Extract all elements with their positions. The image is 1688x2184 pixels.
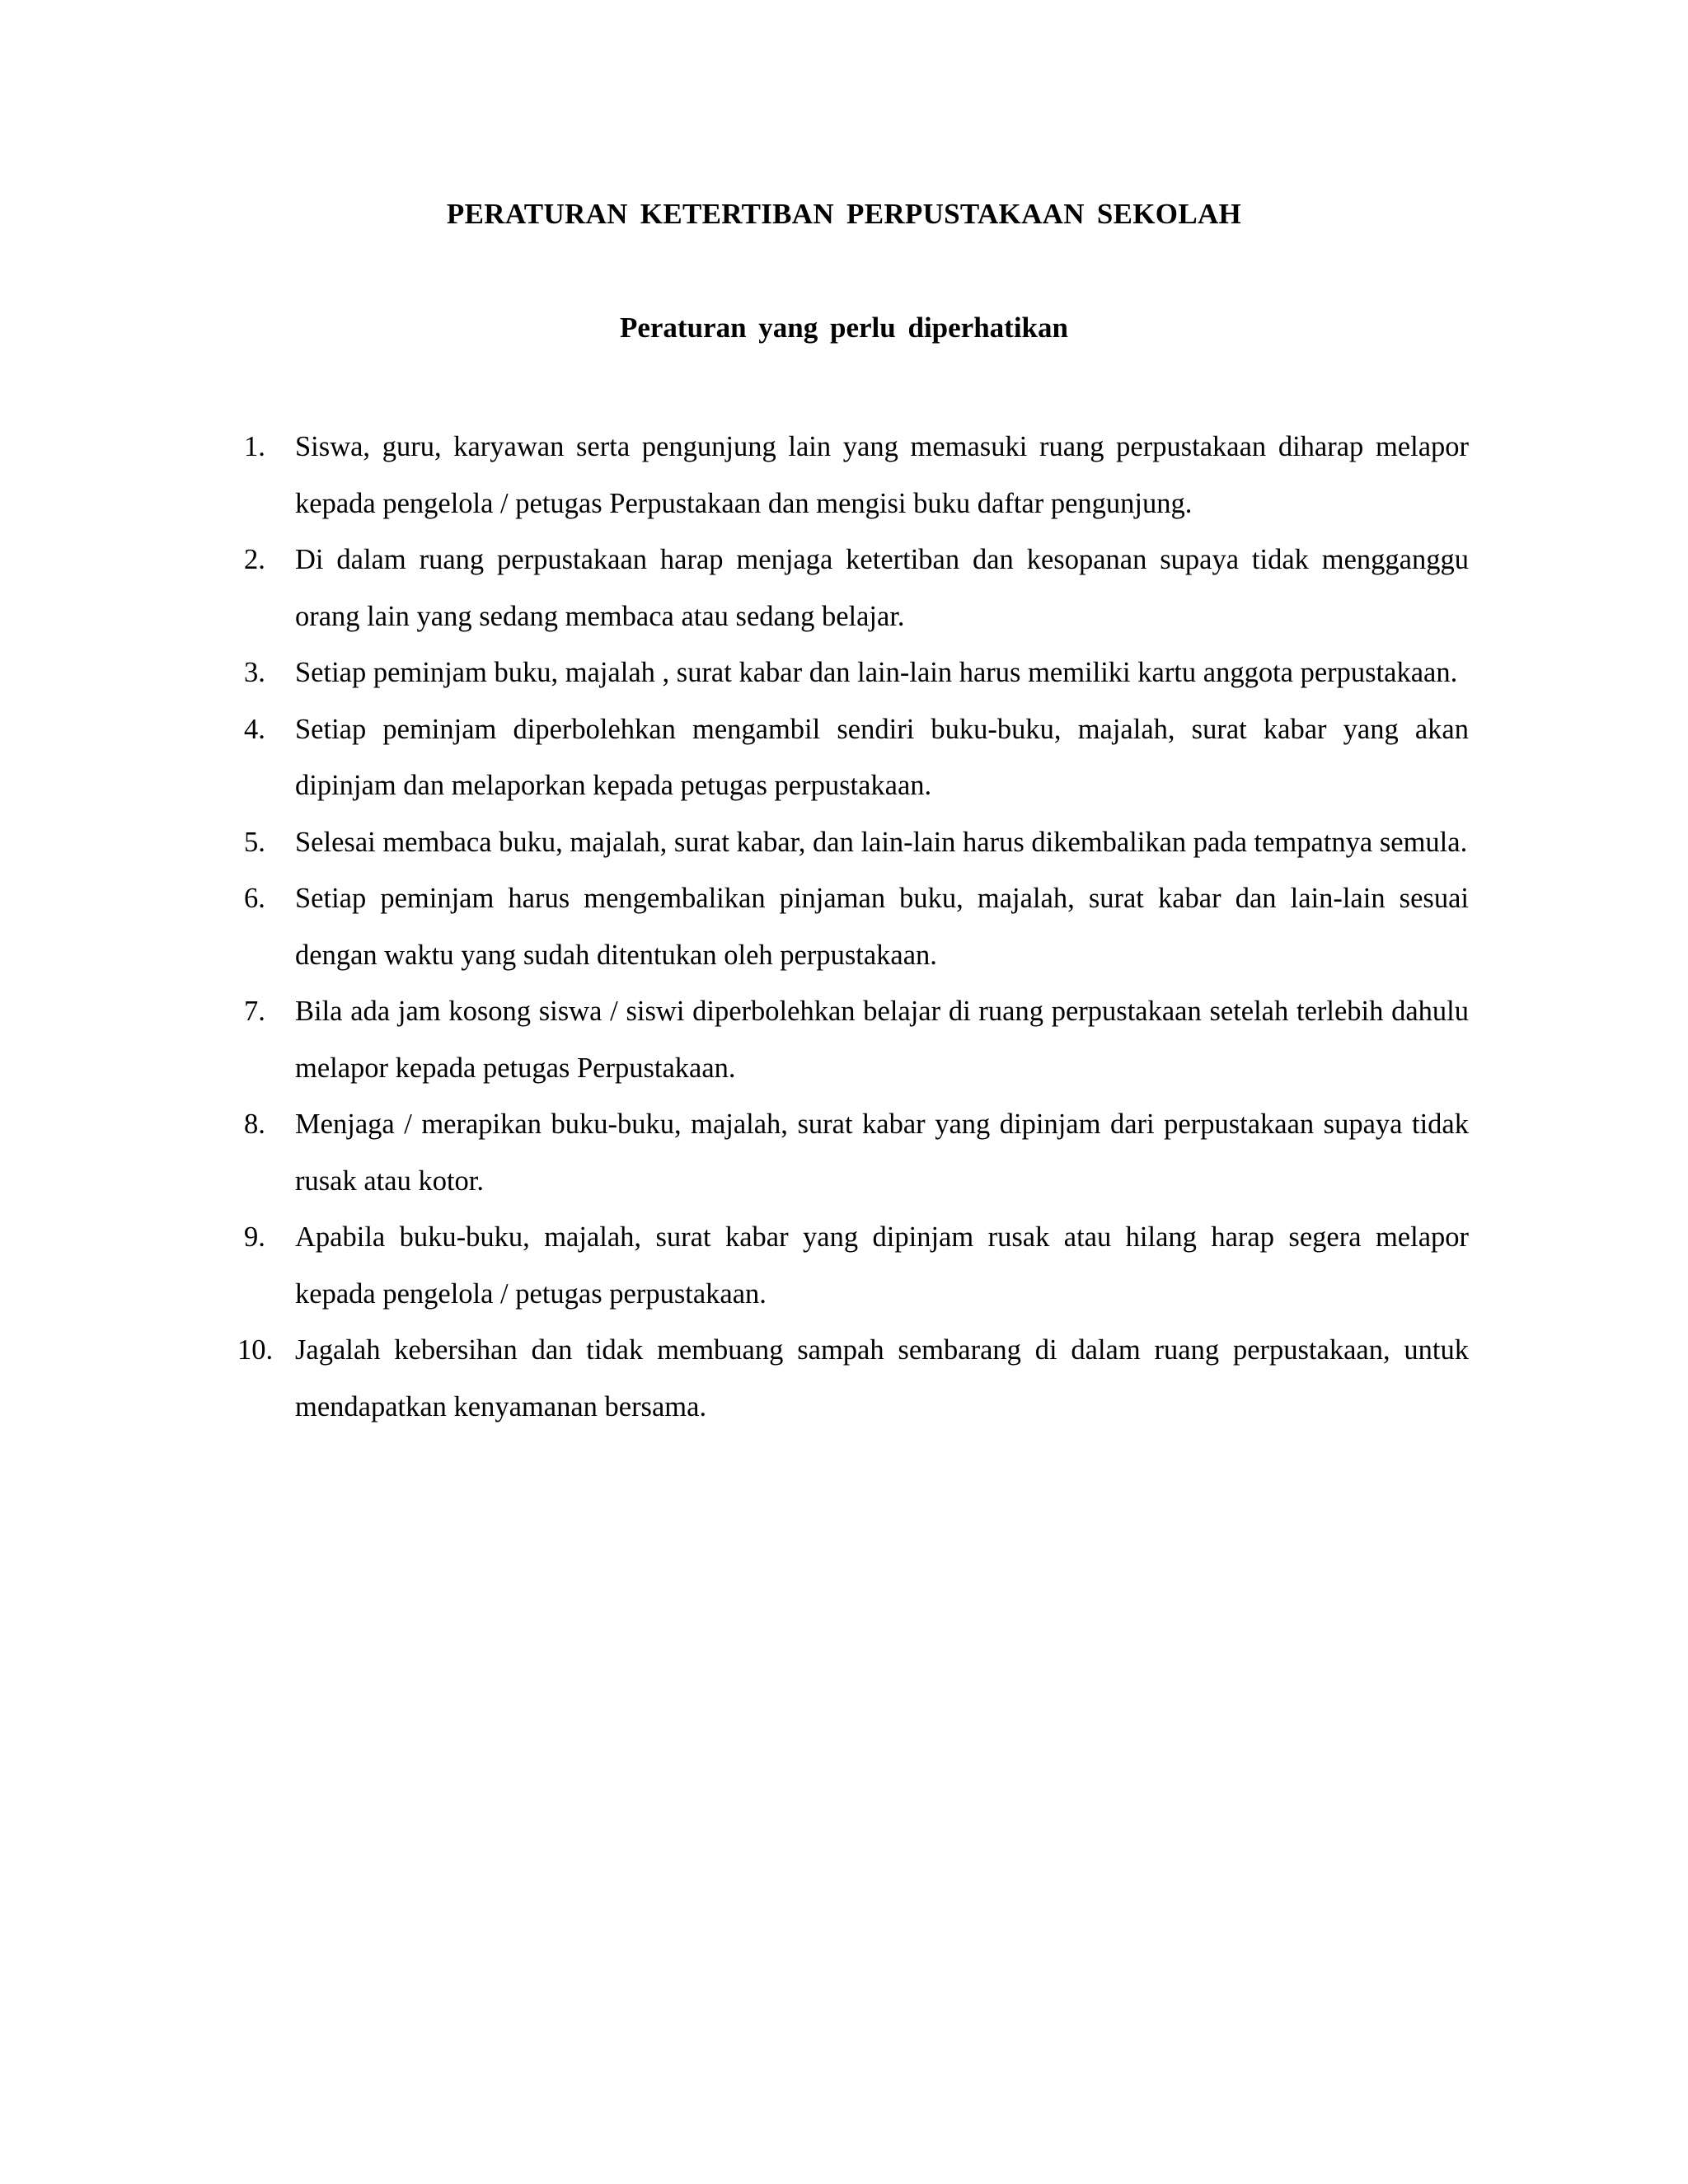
rule-text: Apabila buku-buku, majalah, surat kabar yang dipinjam rusak atau hilang harap segera melapor kepada pengelola / petugas perpustakaan. [295, 1221, 1469, 1310]
rule-number: 1. [244, 431, 265, 462]
rule-text: Bila ada jam kosong siswa / siswi diperbolehkan belajar di ruang perpustakaan setelah terlebih dahulu melapor kepada petugas Perpustakaan. [295, 996, 1469, 1084]
rule-number: 7. [244, 996, 265, 1027]
rule-number: 5. [244, 826, 265, 858]
rule-number: 2. [244, 544, 265, 575]
rules-list [237, 419, 1469, 1435]
rule-item-1 [244, 419, 1469, 532]
rule-number: 10. [237, 1334, 274, 1366]
rule-item-5 [244, 814, 1469, 871]
rule-text: Menjaga / merapikan buku-buku, majalah, surat kabar yang dipinjam dari perpustakaan supaya tidak rusak atau kotor. [295, 1108, 1469, 1197]
rule-item-7 [244, 983, 1469, 1096]
rule-number: 4. [244, 713, 265, 745]
rule-text: Setiap peminjam diperbolehkan mengambil sendiri buku-buku, majalah, surat kabar yang akan dipinjam dan melaporkan kepada petugas perpustakaan. [295, 713, 1469, 801]
page-title: PERATURAN KETERTIBAN PERPUSTAKAAN SEKOLAH [446, 198, 1242, 230]
rule-item-6 [244, 870, 1469, 983]
rule-text: Di dalam ruang perpustakaan harap menjaga ketertiban dan kesopanan supaya tidak mengganggu orang lain yang sedang membaca atau sedang belajar. [295, 544, 1469, 632]
rule-text: Jagalah kebersihan dan tidak membuang sampah sembarang di dalam ruang perpustakaan, untuk mendapatkan kenyamanan bersama. [295, 1334, 1469, 1422]
rule-number: 8. [244, 1108, 265, 1140]
rule-item-3 [244, 644, 1469, 701]
rule-text: Selesai membaca buku, majalah, surat kabar, dan lain-lain harus dikembalikan pada tempatnya semula. [295, 826, 1468, 858]
rule-text: Siswa, guru, karyawan serta pengunjung lain yang memasuki ruang perpustakaan diharap melapor kepada pengelola / petugas Perpustakaan dan mengisi buku daftar pengunjung. [295, 431, 1469, 519]
rule-item-4 [244, 701, 1469, 814]
rule-number: 9. [244, 1221, 265, 1253]
rule-text: Setiap peminjam buku, majalah , surat kabar dan lain-lain harus memiliki kartu anggota perpustakaan. [295, 657, 1458, 688]
rule-item-10 [237, 1322, 1469, 1435]
rule-item-8 [244, 1096, 1469, 1209]
rule-number: 3. [244, 657, 265, 688]
rule-item-2 [244, 532, 1469, 644]
rule-text: Setiap peminjam harus mengembalikan pinjaman buku, majalah, surat kabar dan lain-lain sesuai dengan waktu yang sudah ditentukan oleh perpustakaan. [295, 883, 1469, 971]
rule-number: 6. [244, 883, 265, 914]
rule-item-9 [244, 1209, 1469, 1322]
page-subtitle: Peraturan yang perlu diperhatikan [619, 312, 1068, 344]
